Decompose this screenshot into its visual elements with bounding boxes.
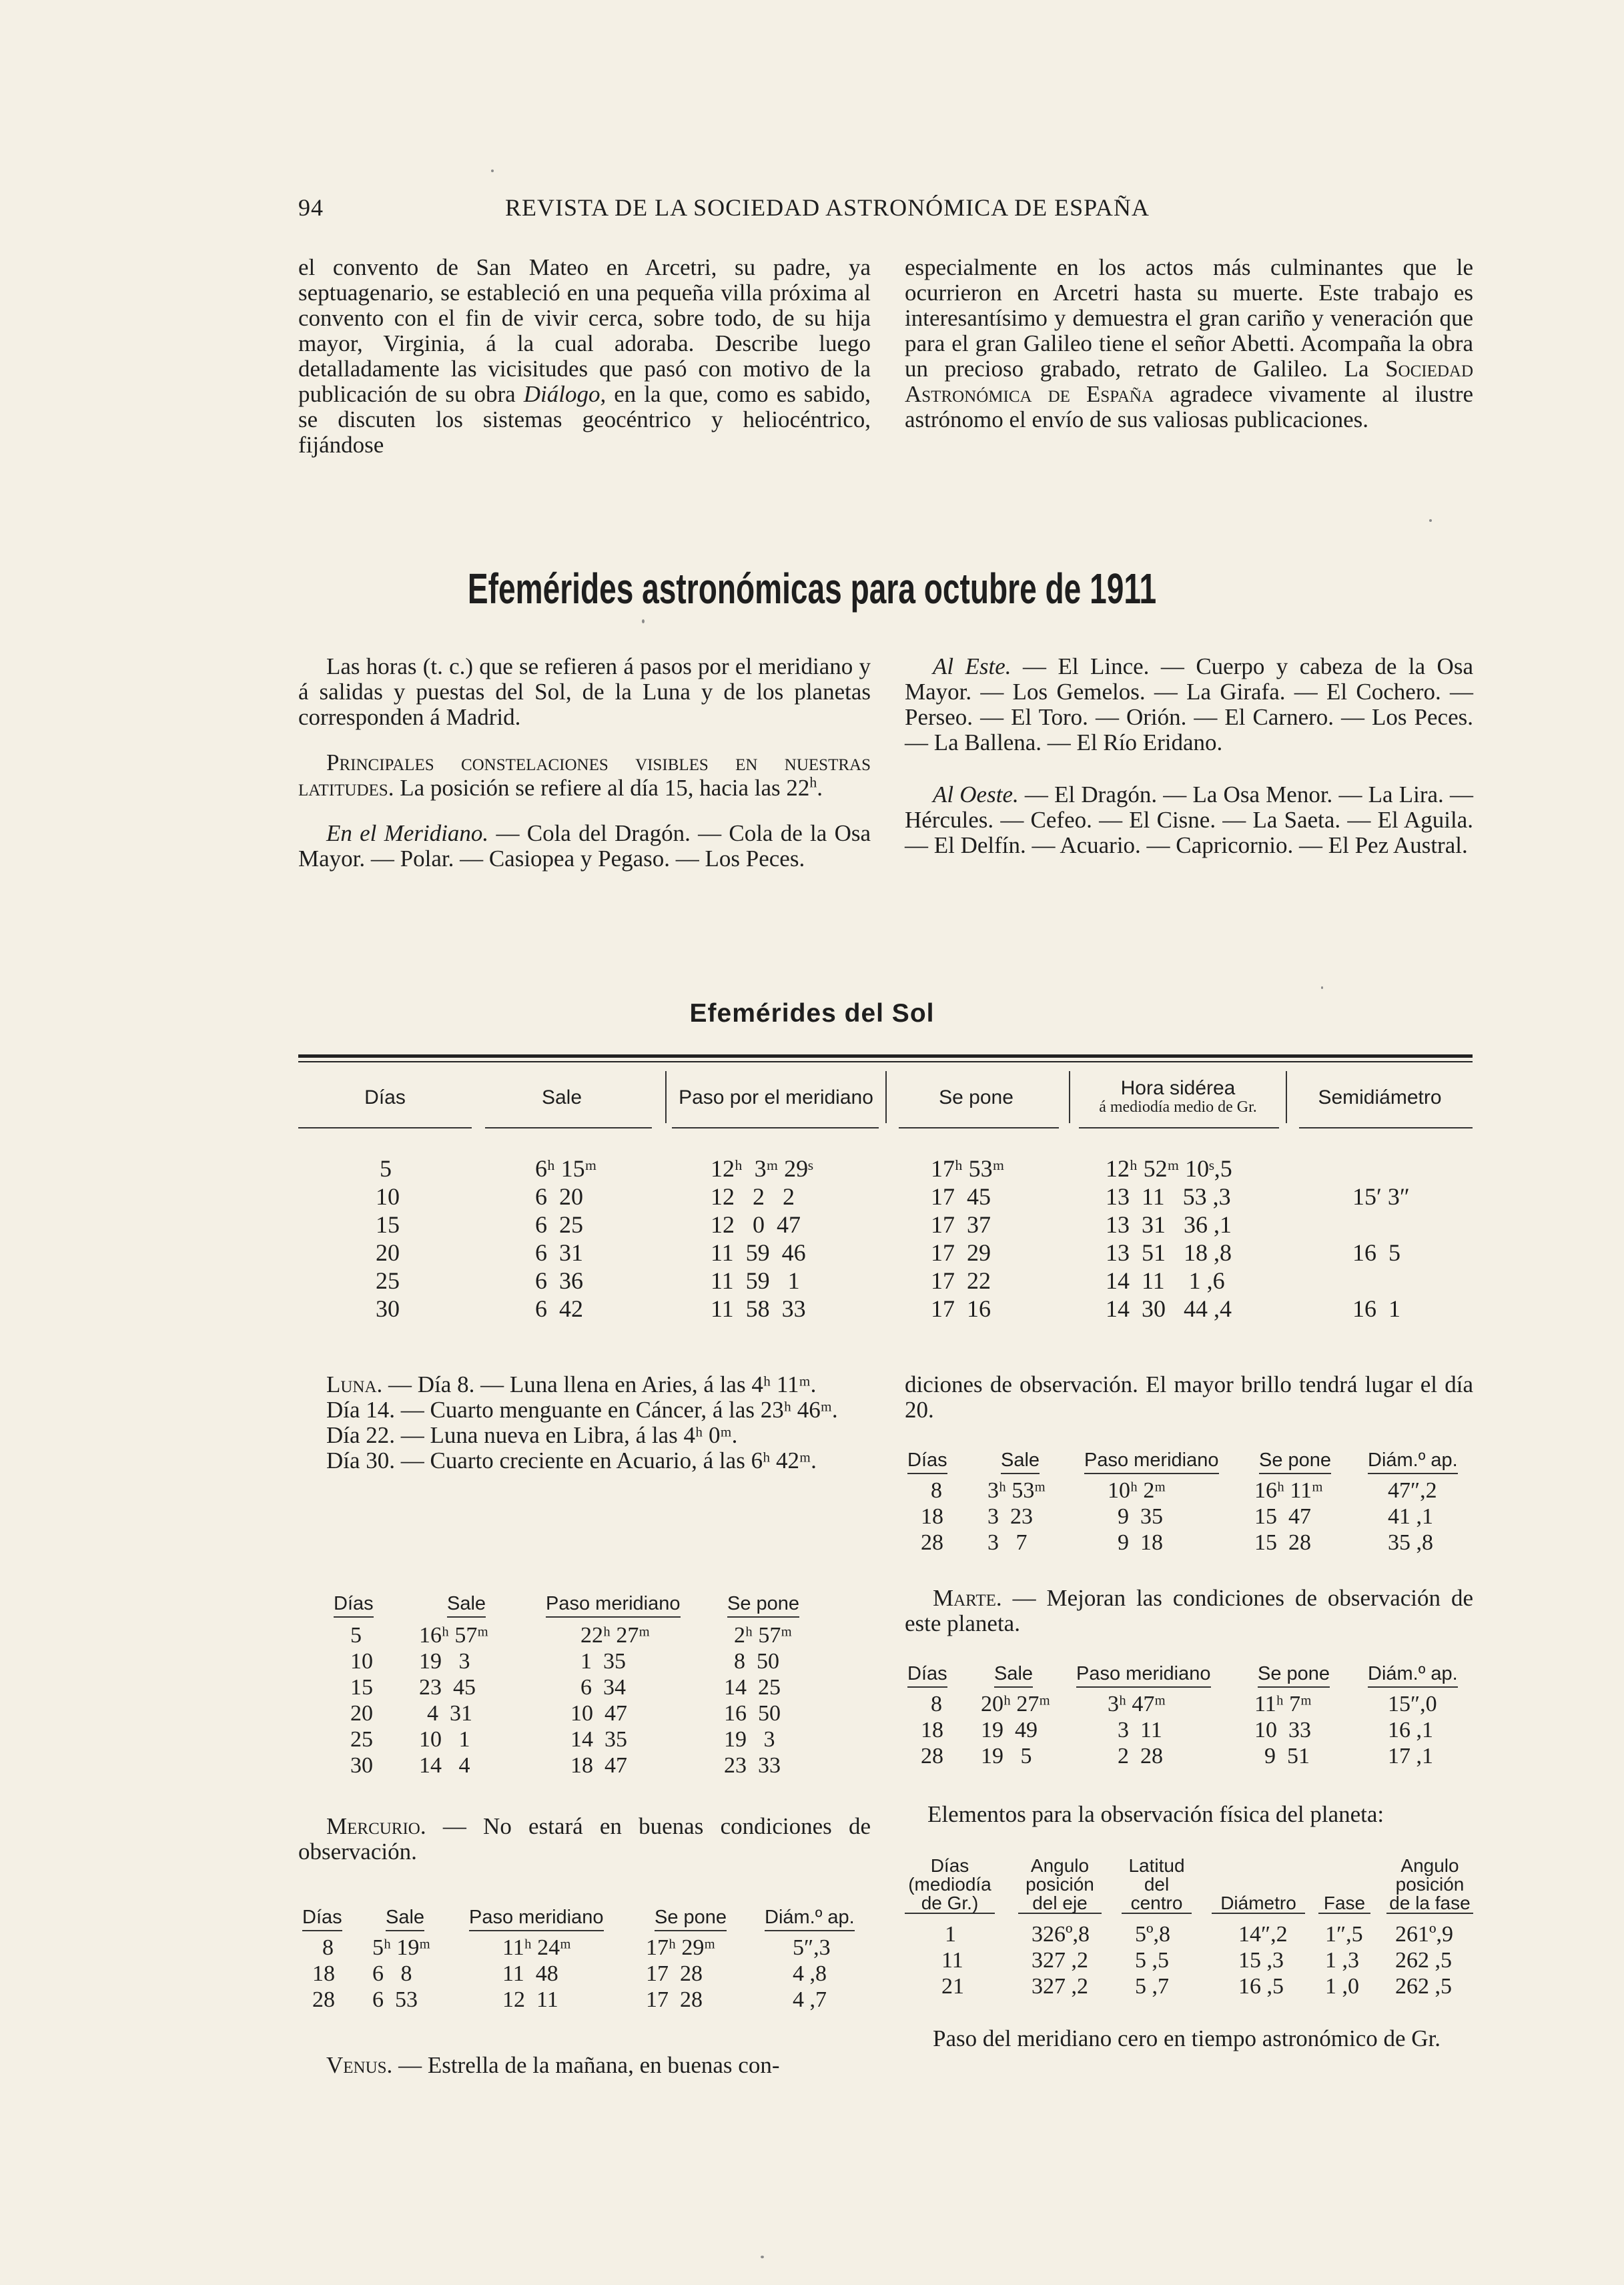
col-header: Paso meridiano — [546, 1593, 681, 1618]
cell: 5 ,5 — [1135, 1948, 1169, 1973]
cell: 10 47 — [570, 1701, 627, 1726]
cell: 1 — [945, 1922, 956, 1947]
col-header: Se pone — [727, 1593, 799, 1618]
cell: 14″,2 — [1238, 1922, 1288, 1947]
cell: 6 34 — [580, 1675, 626, 1700]
cell: 17 16 — [931, 1295, 991, 1322]
cell: 5 — [350, 1623, 362, 1648]
table-row — [334, 1701, 841, 1727]
table-row — [298, 1267, 1473, 1295]
table-row — [907, 1744, 1475, 1770]
cell: 8 50 — [734, 1649, 779, 1674]
meridiano-paragraph — [298, 821, 871, 872]
table-row — [907, 1530, 1475, 1556]
col-header: Paso meridiano — [1084, 1449, 1219, 1474]
cell: 17 45 — [931, 1183, 991, 1210]
intro-right-text: especialmente en los actos más culminantes que le ocurrieron en Arcetri hasta su muerte. Este trabajo es interesantísimo y demuestra el gran cariño y veneración que para el gran Galileo tiene el señor Abetti. Acompaña la obra un precioso grabado, retrato de Galileo. La — [905, 254, 1473, 382]
oeste-label: Al Oeste. — [933, 781, 1019, 807]
cell: 17 29 — [931, 1239, 991, 1266]
cell: 15 — [376, 1211, 400, 1238]
cell: 3 23 — [987, 1504, 1033, 1529]
cell: 9 18 — [1118, 1530, 1163, 1555]
principales-text: La posición se refiere al día 15, hacia las 22 — [394, 775, 810, 801]
table-row — [907, 1692, 1475, 1718]
cell: 18 47 — [570, 1753, 627, 1778]
sun-col-dias: Días — [364, 1086, 406, 1108]
cell: 5 — [380, 1155, 392, 1182]
cell: 22ʰ 27ᵐ — [580, 1623, 651, 1648]
cell: 6ʰ 15ᵐ — [535, 1155, 597, 1182]
cell: 10 33 — [1254, 1718, 1311, 1742]
cell: 17 ,1 — [1388, 1744, 1433, 1768]
constellations-left-column — [298, 654, 871, 872]
col-header: Angulo posición de la fase — [1386, 1857, 1473, 1914]
hours-note: Las horas (t. c.) que se refieren á pasos por el meridiano y á salidas y puestas del Sol, de la Luna y de los planetas corresponden á Madrid. — [298, 653, 871, 730]
cell: 16 ,1 — [1388, 1718, 1433, 1742]
cell: 3ʰ 53ᵐ — [987, 1478, 1046, 1503]
table-row — [298, 1183, 1473, 1211]
moon-table-header — [334, 1593, 841, 1620]
col-header: Paso meridiano — [1076, 1663, 1211, 1688]
venus-table-header — [907, 1449, 1475, 1476]
sun-underline — [899, 1127, 1059, 1128]
table-row — [907, 1504, 1475, 1530]
cell: 21 — [941, 1974, 964, 1999]
cell: 19 49 — [981, 1718, 1038, 1742]
running-head — [298, 194, 1269, 227]
intro-left-italic: Diálogo, — [523, 381, 606, 407]
cell: 14 4 — [419, 1753, 470, 1778]
cell: 4 ,7 — [793, 1987, 827, 2012]
cell: 11 — [941, 1948, 963, 1973]
cell: 16 1 — [1352, 1295, 1400, 1322]
sun-underline — [672, 1127, 879, 1128]
oeste-paragraph — [905, 782, 1473, 858]
table-row — [298, 1295, 1473, 1323]
cell: 262 ,5 — [1395, 1948, 1452, 1973]
intro-right-column — [905, 255, 1473, 432]
table-row — [334, 1623, 841, 1649]
cell: 16 ,5 — [1238, 1974, 1284, 1999]
table-row — [905, 1974, 1479, 2000]
venus-continued-text: diciones de observación. El mayor brillo tendrá lugar el día 20. — [905, 1371, 1473, 1423]
col-header: Días — [907, 1663, 947, 1688]
este-paragraph — [905, 654, 1473, 755]
cell: 14 35 — [570, 1727, 627, 1752]
sun-underline — [298, 1127, 472, 1128]
cell: 8 — [931, 1692, 942, 1716]
este-label: Al Este. — [933, 653, 1011, 679]
oeste-text: — El Dragón. — La Osa Menor. — La Lira. — Hércules. — Cefeo. — El Cisne. — La Saeta. — El Aguila. — El Delfín. — Acuario. — Capricornio. — El Pez Austral. — [905, 781, 1473, 858]
sun-table-body — [298, 1155, 1473, 1323]
cell: 18 — [921, 1718, 943, 1742]
table-row — [298, 1239, 1473, 1267]
col-header: Días — [334, 1593, 374, 1618]
col-header: Diám.º ap. — [1368, 1449, 1458, 1474]
mars-footnote-text: Paso del meridiano cero en tiempo astronómico de Gr. — [933, 2025, 1441, 2051]
table-row — [905, 1922, 1479, 1948]
mars-table-header — [907, 1663, 1475, 1690]
cell: 5º,8 — [1135, 1922, 1171, 1947]
col-header: Días — [907, 1449, 947, 1474]
sun-table-top-rule — [298, 1054, 1473, 1058]
cell: 3ʰ 47ᵐ — [1108, 1692, 1166, 1716]
cell: 12 2 2 — [711, 1183, 795, 1210]
moon-line: Día 14. — Cuarto menguante en Cáncer, á las 23ʰ 46ᵐ. — [326, 1397, 838, 1423]
table-row — [907, 1478, 1475, 1504]
page-number: 94 — [298, 194, 324, 221]
cell: 12 0 47 — [711, 1211, 801, 1238]
cell: 11 58 33 — [711, 1295, 806, 1322]
moon-table-body — [334, 1623, 841, 1779]
moon-line: — Día 8. — Luna llena en Aries, á las 4ʰ 11ᵐ. — [382, 1371, 817, 1397]
cell: 30 — [350, 1753, 373, 1778]
moon-line: Día 30. — Cuarto creciente en Acuario, á las 6ʰ 42ᵐ. — [326, 1447, 817, 1474]
cell: 9 35 — [1118, 1504, 1163, 1529]
cell: 28 — [921, 1744, 943, 1768]
venus-text — [298, 2053, 871, 2078]
cell: 5ʰ 19ᵐ — [372, 1935, 431, 1960]
col-header: Diámetro — [1212, 1894, 1305, 1914]
cell: 17ʰ 53ᵐ — [931, 1155, 1005, 1182]
cell: 3 7 — [987, 1530, 1028, 1555]
cell: 23 45 — [419, 1675, 476, 1700]
cell: 18 — [312, 1961, 335, 1986]
cell: 1″,5 — [1325, 1922, 1363, 1947]
mars-table-body — [907, 1692, 1475, 1770]
main-title: Efemérides astronómicas para octubre de 1911 — [467, 565, 1157, 613]
venus-continued — [905, 1372, 1473, 1423]
cell: 6 53 — [372, 1987, 418, 2012]
col-header: Fase — [1318, 1894, 1370, 1914]
cell: 16ʰ 57ᵐ — [419, 1623, 489, 1648]
mercury-description: — No estará en buenas condiciones de observación. — [298, 1813, 871, 1865]
cell: 47″,2 — [1388, 1478, 1437, 1503]
cell: 15″,0 — [1388, 1692, 1437, 1716]
mars-footnote — [905, 2026, 1473, 2051]
cell: 18 — [921, 1504, 943, 1529]
venus-table-body — [907, 1478, 1475, 1556]
mars-physical-header — [905, 1857, 1479, 1917]
cell: 15 — [350, 1675, 373, 1700]
cell: 9 51 — [1264, 1744, 1310, 1768]
col-header: Diám.º ap. — [1368, 1663, 1458, 1688]
cell: 28 — [312, 1987, 335, 2012]
table-row — [298, 1155, 1473, 1183]
sun-col-se-pone: Se pone — [939, 1086, 1013, 1108]
este-text: — El Lince. — Cuerpo y cabeza de la Osa Mayor. — Los Gemelos. — La Girafa. — El Cochero. — Perseo. — El Toro. — Orión. — El Carnero. — Los Peces. — La Ballena. — El Río Eridano. — [905, 653, 1473, 755]
cell: 17 28 — [646, 1961, 703, 1986]
cell: 10 — [350, 1649, 373, 1674]
cell: 8 — [931, 1478, 942, 1503]
venus-description: — Estrella de la mañana, en buenas con- — [392, 2052, 780, 2078]
mars-physical-title: Elementos para la observación física del planeta: — [927, 1801, 1384, 1827]
cell: 41 ,1 — [1388, 1504, 1433, 1529]
paper-speck — [1321, 986, 1323, 989]
mercury-table-body — [302, 1935, 869, 2013]
cell: 6 31 — [535, 1239, 583, 1266]
cell: 11 59 1 — [711, 1267, 800, 1294]
cell: 16 5 — [1352, 1239, 1400, 1266]
cell: 17 22 — [931, 1267, 991, 1294]
cell: 4 ,8 — [793, 1961, 827, 1986]
col-header: Latitud del centro — [1122, 1857, 1192, 1914]
cell: 11 59 46 — [711, 1239, 806, 1266]
table-row — [907, 1718, 1475, 1744]
cell: 23 33 — [724, 1753, 781, 1778]
cell: 16 50 — [724, 1701, 781, 1726]
cell: 5″,3 — [793, 1935, 831, 1960]
cell: 11ʰ 7ᵐ — [1254, 1692, 1312, 1716]
cell: 35 ,8 — [1388, 1530, 1433, 1555]
meridiano-label: En el Meridiano. — [326, 820, 489, 846]
intro-left-tail: en la que, como es sabido, se discuten los sistemas geocéntrico y heliocéntrico, fijándose — [298, 381, 871, 458]
cell: 14 30 44 ,4 — [1106, 1295, 1232, 1322]
principales-sup: h — [809, 774, 817, 791]
col-header: Sale — [994, 1663, 1033, 1688]
mars-physical-body — [905, 1922, 1479, 2000]
paper-speck — [761, 2256, 764, 2258]
col-header: Sale — [447, 1593, 486, 1618]
table-row — [905, 1948, 1479, 1974]
cell: 28 — [921, 1530, 943, 1555]
hora-siderea-sublabel: á mediodía medio de Gr. — [1099, 1098, 1257, 1116]
principales-label: Principales constelaciones visibles en nuestras latitudes. — [298, 749, 871, 801]
sun-col-sale: Sale — [541, 1086, 582, 1108]
cell: 20ʰ 27ᵐ — [981, 1692, 1051, 1716]
cell: 5 ,7 — [1135, 1974, 1169, 1999]
principales-paragraph — [298, 750, 871, 801]
constellations-right-column — [905, 654, 1473, 858]
cell: 12 11 — [502, 1987, 558, 2012]
cell: 4 31 — [427, 1701, 472, 1726]
col-header: Sale — [1001, 1449, 1040, 1474]
cell: 1 ,3 — [1325, 1948, 1359, 1973]
sun-table-title: Efemérides del Sol — [689, 999, 935, 1028]
table-row — [302, 1987, 869, 2013]
mars-label: Marte. — [933, 1585, 1002, 1611]
cell: 326º,8 — [1032, 1922, 1090, 1947]
cell: 19 5 — [981, 1744, 1032, 1768]
cell: 14 25 — [724, 1675, 781, 1700]
cell: 14 11 1 ,6 — [1106, 1267, 1225, 1294]
journal-title: REVISTA DE LA SOCIEDAD ASTRONÓMICA DE ESPAÑA — [505, 194, 1150, 221]
cell: 13 51 18 ,8 — [1106, 1239, 1232, 1266]
col-header: Paso meridiano — [469, 1907, 604, 1931]
cell: 6 25 — [535, 1211, 583, 1238]
cell: 20 — [376, 1239, 400, 1266]
cell: 17 37 — [931, 1211, 991, 1238]
paper-speck — [491, 170, 494, 172]
cell: 262 ,5 — [1395, 1974, 1452, 1999]
cell: 8 — [322, 1935, 334, 1960]
cell: 10 1 — [419, 1727, 470, 1752]
cell: 13 11 53 ,3 — [1106, 1183, 1231, 1210]
cell: 17ʰ 29ᵐ — [646, 1935, 716, 1960]
cell: 30 — [376, 1295, 400, 1322]
table-row — [334, 1675, 841, 1701]
cell: 19 3 — [419, 1649, 470, 1674]
col-header: Angulo posición del eje — [1018, 1857, 1102, 1914]
paper-speck — [642, 619, 645, 623]
cell: 1 35 — [580, 1649, 626, 1674]
cell: 25 — [350, 1727, 373, 1752]
cell: 6 20 — [535, 1183, 583, 1210]
moon-label: Luna. — [326, 1371, 383, 1397]
table-row — [298, 1211, 1473, 1239]
col-header: Se pone — [1259, 1449, 1331, 1474]
mercury-table-header — [302, 1907, 869, 1933]
cell: 19 3 — [724, 1727, 775, 1752]
paper-speck — [1429, 519, 1432, 522]
cell: 17 28 — [646, 1987, 703, 2012]
cell: 327 ,2 — [1032, 1948, 1088, 1973]
cell: 15 ,3 — [1238, 1948, 1284, 1973]
moon-line: Día 22. — Luna nueva en Libra, á las 4ʰ 0ᵐ. — [326, 1422, 738, 1448]
cell: 25 — [376, 1267, 400, 1294]
sun-col-hora-siderea — [1070, 1071, 1286, 1124]
intro-right-smallcaps: Sociedad Astronómica de España — [905, 356, 1474, 407]
mercury-label: Mercurio. — [326, 1813, 426, 1839]
table-row — [334, 1753, 841, 1779]
venus-label: Venus. — [326, 2052, 393, 2078]
table-row — [334, 1649, 841, 1675]
cell: 15 28 — [1254, 1530, 1311, 1555]
col-header: Diám.º ap. — [765, 1907, 855, 1931]
cell: 12ʰ 52ᵐ 10ˢ,5 — [1106, 1155, 1232, 1182]
sun-col-paso: Paso por el meridiano — [679, 1086, 873, 1108]
cell: 6 8 — [372, 1961, 412, 1986]
cell: 20 — [350, 1701, 373, 1726]
cell: 327 ,2 — [1032, 1974, 1088, 1999]
cell: 3 11 — [1118, 1718, 1162, 1742]
cell: 11ʰ 24ᵐ — [502, 1935, 571, 1960]
table-row — [334, 1727, 841, 1753]
cell: 15′ 3″ — [1352, 1183, 1410, 1210]
hora-siderea-label: Hora sidérea — [1120, 1077, 1236, 1099]
cell: 2 28 — [1118, 1744, 1163, 1768]
col-header: Días — [302, 1907, 342, 1931]
cell: 16ʰ 11ᵐ — [1254, 1478, 1323, 1503]
cell: 261º,9 — [1395, 1922, 1454, 1947]
meridiano-text: — Cola del Dragón. — Cola de la Osa Mayor. — Polar. — Casiopea y Pegaso. — Los Peces. — [298, 820, 871, 872]
sun-table-top-rule-thin — [298, 1061, 1473, 1062]
mars-text — [905, 1586, 1473, 1636]
principales-end: . — [817, 775, 823, 801]
intro-left-column — [298, 255, 871, 458]
intro-right-tail: agradece vivamente al ilustre astrónomo el envío de sus valiosas publicaciones. — [905, 381, 1473, 432]
col-header: Se pone — [1258, 1663, 1330, 1688]
cell: 10 — [376, 1183, 400, 1210]
mercury-text — [298, 1814, 871, 1865]
sun-underline — [1299, 1127, 1473, 1128]
table-row — [302, 1961, 869, 1987]
col-header: Días (mediodía de Gr.) — [905, 1857, 995, 1914]
table-row — [302, 1935, 869, 1961]
cell: 11 48 — [502, 1961, 558, 1986]
moon-text — [298, 1372, 871, 1474]
cell: 1 ,0 — [1325, 1974, 1359, 1999]
cell: 13 31 36 ,1 — [1106, 1211, 1232, 1238]
sun-table-header — [298, 1071, 1473, 1124]
mars-description: — Mejoran las condiciones de observación de este planeta. — [905, 1585, 1473, 1636]
cell: 10ʰ 2ᵐ — [1108, 1478, 1166, 1503]
sun-col-semidiametro: Semidiámetro — [1318, 1086, 1442, 1108]
cell: 6 36 — [535, 1267, 583, 1294]
cell: 12ʰ 3ᵐ 29ˢ — [711, 1155, 813, 1182]
sun-underline — [485, 1127, 652, 1128]
col-header: Sale — [386, 1907, 424, 1931]
cell: 2ʰ 57ᵐ — [734, 1623, 793, 1648]
cell: 15 47 — [1254, 1504, 1311, 1529]
sun-underline — [1079, 1127, 1279, 1128]
col-header: Se pone — [655, 1907, 727, 1931]
intro-left-text: el convento de San Mateo en Arcetri, su padre, ya septuagenario, se estableció en una pequeña villa próxima al convento con el fin de vivir cerca, sobre todo, de su hija mayor, Virginia, á la cual adoraba. Describe luego detalladamente las vicisitudes que pasó con motivo de la publicación de su obra — [298, 254, 871, 407]
cell: 6 42 — [535, 1295, 583, 1322]
